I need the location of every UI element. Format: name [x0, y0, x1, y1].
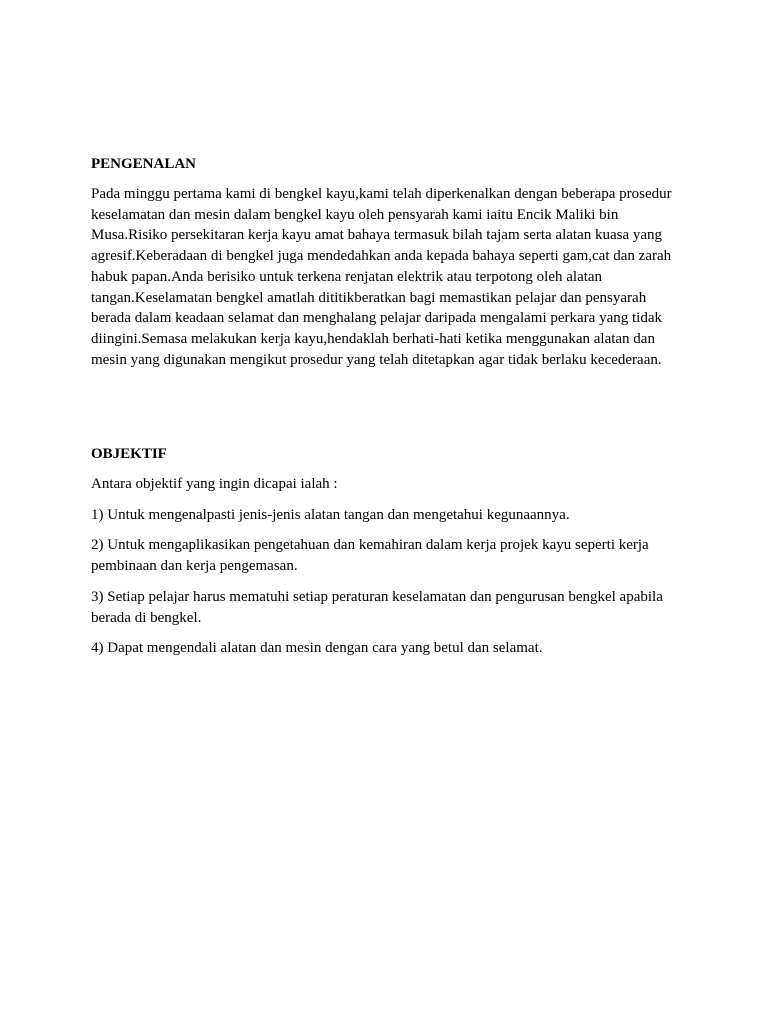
- objective-item-1: 1) Untuk mengenalpasti jenis-jenis alatan tangan dan mengetahui kegunaannya.: [91, 506, 570, 523]
- objective-item-4: 4) Dapat mengendali alatan dan mesin dengan cara yang betul dan selamat.: [91, 640, 543, 657]
- introduction-section: [91, 155, 681, 380]
- introduction-heading: PENGENALAN: [91, 156, 197, 172]
- objective-heading: OBJEKTIF: [91, 446, 167, 462]
- objective-intro: Antara objektif yang ingin dicapai ialah :: [91, 476, 338, 492]
- objective-list: [91, 505, 681, 659]
- objective-item-2: 2) Untuk mengaplikasikan pengetahuan dan kemahiran dalam kerja projek kayu seperti kerja pembinaan dan kerja pengemasan.: [91, 537, 649, 575]
- objective-section: [91, 445, 681, 669]
- objective-item-3: 3) Setiap pelajar harus mematuhi setiap peraturan keselamatan dan pengurusan bengkel apabila berada di bengkel.: [91, 588, 663, 626]
- introduction-paragraph: Pada minggu pertama kami di bengkel kayu,kami telah diperkenalkan dengan beberapa prosedur keselamatan dan mesin dalam bengkel kayu oleh pensyarah kami iaitu Encik Maliki bin Musa.Risiko persekitaran kerja kayu amat bahaya termasuk bilah tajam serta alatan kuasa yang agresif.Keberadaan di bengkel juga mendedahkan anda kepada bahaya seperti gam,cat dan zarah habuk papan.Anda berisiko untuk terkena renjatan elektrik atau terpotong oleh alatan tangan.Keselamatan bengkel amatlah dititikberatkan bagi memastikan pelajar dan pensyarah berada dalam keadaan selamat dan menghalang pelajar daripada mengalami perkara yang tidak diingini.Semasa melakukan kerja kayu,hendaklah berhati-hati ketika menggunakan alatan dan mesin yang digunakan mengikut prosedur yang telah ditetapkan agar tidak berlaku kecederaan.: [91, 186, 672, 368]
